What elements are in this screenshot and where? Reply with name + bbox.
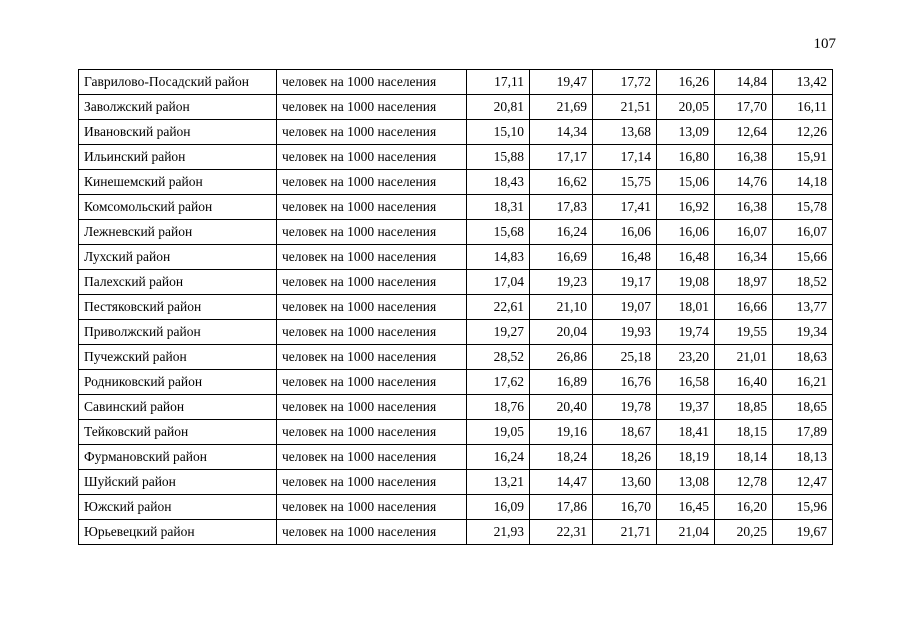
district-name-cell: Ивановский район	[79, 120, 277, 145]
value-cell: 17,62	[467, 370, 530, 395]
district-name-cell: Гаврилово-Посадский район	[79, 70, 277, 95]
table-row	[79, 370, 833, 395]
value-cell: 15,66	[773, 245, 833, 270]
value-cell: 20,05	[657, 95, 715, 120]
table-row	[79, 120, 833, 145]
value-cell: 19,34	[773, 320, 833, 345]
district-rates-table	[78, 69, 833, 545]
value-cell: 26,86	[530, 345, 593, 370]
value-cell: 16,21	[773, 370, 833, 395]
unit-cell: человек на 1000 населения	[277, 245, 467, 270]
value-cell: 17,14	[593, 145, 657, 170]
value-cell: 16,07	[715, 220, 773, 245]
table-row	[79, 470, 833, 495]
table-row	[79, 270, 833, 295]
value-cell: 13,09	[657, 120, 715, 145]
unit-cell: человек на 1000 населения	[277, 295, 467, 320]
value-cell: 18,63	[773, 345, 833, 370]
value-cell: 15,06	[657, 170, 715, 195]
unit-cell: человек на 1000 населения	[277, 220, 467, 245]
value-cell: 17,04	[467, 270, 530, 295]
value-cell: 20,81	[467, 95, 530, 120]
table-row	[79, 170, 833, 195]
value-cell: 16,24	[467, 445, 530, 470]
district-name-cell: Лежневский район	[79, 220, 277, 245]
value-cell: 14,34	[530, 120, 593, 145]
value-cell: 15,10	[467, 120, 530, 145]
value-cell: 16,66	[715, 295, 773, 320]
value-cell: 18,85	[715, 395, 773, 420]
value-cell: 16,26	[657, 70, 715, 95]
value-cell: 18,41	[657, 420, 715, 445]
value-cell: 16,07	[773, 220, 833, 245]
district-name-cell: Кинешемский район	[79, 170, 277, 195]
value-cell: 13,42	[773, 70, 833, 95]
table-row	[79, 345, 833, 370]
value-cell: 18,14	[715, 445, 773, 470]
value-cell: 12,78	[715, 470, 773, 495]
value-cell: 13,68	[593, 120, 657, 145]
value-cell: 18,31	[467, 195, 530, 220]
value-cell: 16,09	[467, 495, 530, 520]
unit-cell: человек на 1000 населения	[277, 370, 467, 395]
value-cell: 20,25	[715, 520, 773, 545]
value-cell: 16,20	[715, 495, 773, 520]
district-name-cell: Родниковский район	[79, 370, 277, 395]
value-cell: 14,76	[715, 170, 773, 195]
value-cell: 19,93	[593, 320, 657, 345]
value-cell: 14,47	[530, 470, 593, 495]
unit-cell: человек на 1000 населения	[277, 95, 467, 120]
value-cell: 18,97	[715, 270, 773, 295]
value-cell: 18,13	[773, 445, 833, 470]
value-cell: 13,77	[773, 295, 833, 320]
district-name-cell: Палехский район	[79, 270, 277, 295]
value-cell: 15,91	[773, 145, 833, 170]
unit-cell: человек на 1000 населения	[277, 70, 467, 95]
unit-cell: человек на 1000 населения	[277, 445, 467, 470]
table-row	[79, 195, 833, 220]
value-cell: 15,68	[467, 220, 530, 245]
value-cell: 28,52	[467, 345, 530, 370]
value-cell: 14,18	[773, 170, 833, 195]
value-cell: 19,27	[467, 320, 530, 345]
value-cell: 16,40	[715, 370, 773, 395]
district-name-cell: Савинский район	[79, 395, 277, 420]
value-cell: 16,48	[657, 245, 715, 270]
value-cell: 16,24	[530, 220, 593, 245]
unit-cell: человек на 1000 населения	[277, 345, 467, 370]
value-cell: 18,19	[657, 445, 715, 470]
value-cell: 16,80	[657, 145, 715, 170]
value-cell: 22,61	[467, 295, 530, 320]
value-cell: 13,60	[593, 470, 657, 495]
table-row	[79, 95, 833, 120]
district-name-cell: Южский район	[79, 495, 277, 520]
unit-cell: человек на 1000 населения	[277, 420, 467, 445]
value-cell: 17,86	[530, 495, 593, 520]
value-cell: 19,55	[715, 320, 773, 345]
value-cell: 20,04	[530, 320, 593, 345]
value-cell: 15,75	[593, 170, 657, 195]
table-row	[79, 70, 833, 95]
unit-cell: человек на 1000 населения	[277, 520, 467, 545]
value-cell: 18,43	[467, 170, 530, 195]
district-name-cell: Комсомольский район	[79, 195, 277, 220]
table-row	[79, 520, 833, 545]
table-row	[79, 295, 833, 320]
district-name-cell: Ильинский район	[79, 145, 277, 170]
value-cell: 14,83	[467, 245, 530, 270]
unit-cell: человек на 1000 населения	[277, 320, 467, 345]
value-cell: 18,15	[715, 420, 773, 445]
value-cell: 12,47	[773, 470, 833, 495]
value-cell: 21,04	[657, 520, 715, 545]
value-cell: 15,78	[773, 195, 833, 220]
value-cell: 18,67	[593, 420, 657, 445]
value-cell: 19,16	[530, 420, 593, 445]
value-cell: 19,17	[593, 270, 657, 295]
value-cell: 16,06	[657, 220, 715, 245]
value-cell: 21,93	[467, 520, 530, 545]
district-name-cell: Пестяковский район	[79, 295, 277, 320]
district-name-cell: Пучежский район	[79, 345, 277, 370]
value-cell: 18,76	[467, 395, 530, 420]
value-cell: 18,65	[773, 395, 833, 420]
value-cell: 16,89	[530, 370, 593, 395]
unit-cell: человек на 1000 населения	[277, 395, 467, 420]
value-cell: 21,71	[593, 520, 657, 545]
district-name-cell: Юрьевецкий район	[79, 520, 277, 545]
table-row	[79, 395, 833, 420]
value-cell: 15,96	[773, 495, 833, 520]
value-cell: 25,18	[593, 345, 657, 370]
value-cell: 15,88	[467, 145, 530, 170]
value-cell: 16,34	[715, 245, 773, 270]
table-row	[79, 495, 833, 520]
value-cell: 19,78	[593, 395, 657, 420]
table-row	[79, 145, 833, 170]
value-cell: 13,21	[467, 470, 530, 495]
value-cell: 17,11	[467, 70, 530, 95]
unit-cell: человек на 1000 населения	[277, 495, 467, 520]
value-cell: 16,06	[593, 220, 657, 245]
value-cell: 17,83	[530, 195, 593, 220]
value-cell: 12,26	[773, 120, 833, 145]
unit-cell: человек на 1000 населения	[277, 270, 467, 295]
value-cell: 19,08	[657, 270, 715, 295]
value-cell: 19,23	[530, 270, 593, 295]
value-cell: 23,20	[657, 345, 715, 370]
value-cell: 19,05	[467, 420, 530, 445]
table-row	[79, 245, 833, 270]
value-cell: 16,38	[715, 145, 773, 170]
page-number: 107	[813, 36, 836, 52]
unit-cell: человек на 1000 населения	[277, 195, 467, 220]
value-cell: 16,38	[715, 195, 773, 220]
table-row	[79, 320, 833, 345]
value-cell: 12,64	[715, 120, 773, 145]
unit-cell: человек на 1000 населения	[277, 145, 467, 170]
table-body	[79, 70, 833, 545]
table-row	[79, 445, 833, 470]
district-name-cell: Фурмановский район	[79, 445, 277, 470]
value-cell: 17,41	[593, 195, 657, 220]
value-cell: 19,74	[657, 320, 715, 345]
district-name-cell: Шуйский район	[79, 470, 277, 495]
value-cell: 16,45	[657, 495, 715, 520]
unit-cell: человек на 1000 населения	[277, 170, 467, 195]
value-cell: 20,40	[530, 395, 593, 420]
unit-cell: человек на 1000 населения	[277, 470, 467, 495]
value-cell: 19,47	[530, 70, 593, 95]
table-row	[79, 220, 833, 245]
value-cell: 18,24	[530, 445, 593, 470]
value-cell: 21,01	[715, 345, 773, 370]
value-cell: 18,52	[773, 270, 833, 295]
district-name-cell: Приволжский район	[79, 320, 277, 345]
value-cell: 16,69	[530, 245, 593, 270]
value-cell: 21,10	[530, 295, 593, 320]
value-cell: 19,37	[657, 395, 715, 420]
value-cell: 16,76	[593, 370, 657, 395]
value-cell: 16,58	[657, 370, 715, 395]
value-cell: 21,51	[593, 95, 657, 120]
value-cell: 21,69	[530, 95, 593, 120]
value-cell: 13,08	[657, 470, 715, 495]
district-name-cell: Тейковский район	[79, 420, 277, 445]
value-cell: 19,67	[773, 520, 833, 545]
value-cell: 16,11	[773, 95, 833, 120]
value-cell: 16,62	[530, 170, 593, 195]
value-cell: 16,48	[593, 245, 657, 270]
district-name-cell: Заволжский район	[79, 95, 277, 120]
value-cell: 17,89	[773, 420, 833, 445]
value-cell: 14,84	[715, 70, 773, 95]
district-name-cell: Лухский район	[79, 245, 277, 270]
value-cell: 18,26	[593, 445, 657, 470]
value-cell: 17,70	[715, 95, 773, 120]
table-row	[79, 420, 833, 445]
value-cell: 19,07	[593, 295, 657, 320]
value-cell: 18,01	[657, 295, 715, 320]
unit-cell: человек на 1000 населения	[277, 120, 467, 145]
value-cell: 16,92	[657, 195, 715, 220]
value-cell: 22,31	[530, 520, 593, 545]
value-cell: 16,70	[593, 495, 657, 520]
value-cell: 17,17	[530, 145, 593, 170]
value-cell: 17,72	[593, 70, 657, 95]
